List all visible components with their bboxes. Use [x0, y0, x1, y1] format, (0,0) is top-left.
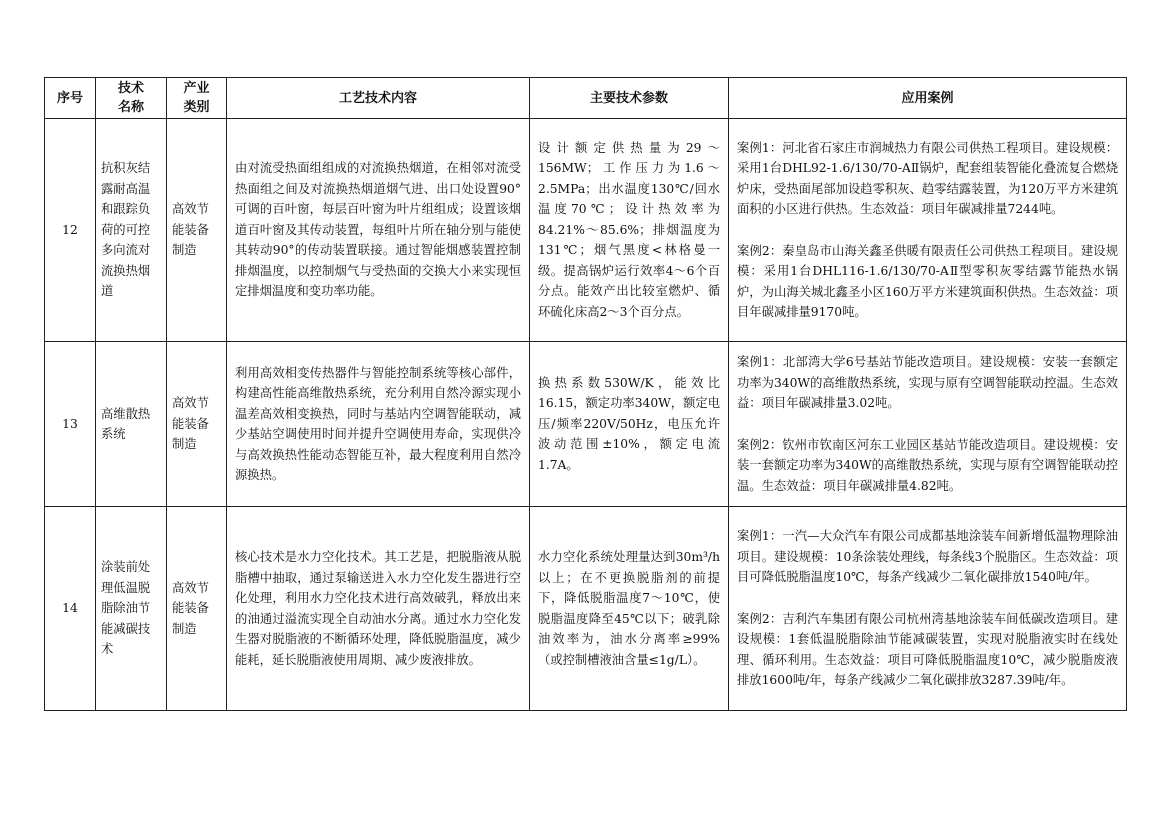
header-row [45, 78, 1127, 119]
case-1: 案例1：北部湾大学6号基站节能改造项目。建设规模：安装一套额定功率为340W的高维散热系统，实现与原有空调智能联动控温。生态效益：项目年碳减排量3.02吨。 [737, 355, 1118, 410]
table-body [45, 119, 1127, 711]
header-params: 主要技术参数 [530, 78, 729, 119]
case-spacer [737, 588, 1118, 609]
case-2: 案例2：吉利汽车集团有限公司杭州湾基地涂装车间低碳改造项目。建设规模：1套低温脱脂除油节能减碳装置，实现对脱脂液实时在线处理、循环利用。生态效益：项目可降低脱脂温度10℃，减少脱脂废液排放1600吨/年，每条产线减少二氧化碳排放3287.39吨/年。 [737, 611, 1118, 688]
process-content: 由对流受热面组组成的对流换热烟道，在相邻对流受热面组之间及对流换热烟道烟气进、出口处设置90°可调的百叶窗，每层百叶窗为叶片组组成；设置该烟道百叶窗及其传动装置，每组叶片所在轴分别与能使其转动90°的传动装置联接。通过智能烟感装置控制排烟温度，以控制烟气与受热面的交换大小来实现恒定排烟温度和变功率功能。 [227, 119, 530, 342]
process-content: 利用高效相变传热器件与智能控制系统等核心部件，构建高性能高维散热系统，充分利用自然冷源实现小温差高效相变换热，同时与基站内空调智能联动，减少基站空调使用时间并提升空调使用寿命，实现供冷与高效换热性能动态智能互补，最大程度利用自然冷源换热。 [227, 342, 530, 507]
table-row [45, 507, 1127, 711]
tech-name: 涂装前处理低温脱脂除油节能减碳技术 [96, 507, 167, 711]
industry-category: 高效节能装备制造 [167, 342, 227, 507]
application-cases [729, 342, 1127, 507]
header-content: 工艺技术内容 [227, 78, 530, 119]
header-cases: 应用案例 [729, 78, 1127, 119]
case-1: 案例1：一汽—大众汽车有限公司成都基地涂装车间新增低温物理除油项目。建设规模：10条涂装处理线，每条线3个脱脂区。生态效益：项目可降低脱脂温度10℃，每条产线减少二氧化碳排放1540吨/年。 [737, 529, 1118, 585]
tech-name: 抗积灰结露耐高温和跟踪负荷的可控多向流对流换热烟道 [96, 119, 167, 342]
table-row [45, 119, 1127, 342]
header-index: 序号 [45, 78, 96, 119]
header-name [96, 78, 167, 119]
row-index: 12 [45, 119, 96, 342]
case-spacer [737, 220, 1118, 241]
technology-table [44, 77, 1127, 711]
case-spacer [737, 414, 1118, 435]
tech-name: 高维散热系统 [96, 342, 167, 507]
header-category [167, 78, 227, 119]
table-header [45, 78, 1127, 119]
case-1: 案例1：河北省石家庄市润城热力有限公司供热工程项目。建设规模：采用1台DHL92-1.6/130/70-AⅡ锅炉，配套组装智能化叠流复合燃烧炉床，受热面尾部加设趋零积灰、趋零结露装置，为120万平方米建筑面积的小区进行供热。生态效益：项目年碳减排量7244吨。 [737, 140, 1118, 216]
tech-params: 换热系数530W/K，能效比16.15，额定功率340W，额定电压/频率220V/50Hz，电压允许波动范围±10%，额定电流1.7A。 [530, 342, 729, 507]
tech-params: 水力空化系统处理量达到30m³/h以上；在不更换脱脂剂的前提下，降低脱脂温度7～10℃，使脱脂温度降至45℃以下；破乳除油效率为，油水分离率≥99%（或控制槽液油含量≤1g/L）。 [530, 507, 729, 711]
header-name-label: 技术 名称 [117, 81, 144, 115]
process-content: 核心技术是水力空化技术。其工艺是，把脱脂液从脱脂槽中抽取，通过泵输送进入水力空化发生器进行空化处理，利用水力空化技术进行高效破乳，释放出来的油通过溢流实现全自动油水分离。通过水力空化发生器对脱脂液的不断循环处理，降低脱脂温度，减少能耗，延长脱脂液使用周期、减少废液排放。 [227, 507, 530, 711]
industry-category: 高效节能装备制造 [167, 507, 227, 711]
application-cases [729, 507, 1127, 711]
row-index: 14 [45, 507, 96, 711]
case-2: 案例2：秦皇岛市山海关鑫圣供暖有限责任公司供热工程项目。建设规模：采用1台DHL116-1.6/130/70-AⅡ型零积灰零结露节能热水锅炉，为山海关城北鑫圣小区160万平方米建筑面积供热。生态效益：项目年碳减排量9170吨。 [737, 243, 1118, 319]
header-category-label: 产业 类别 [183, 81, 210, 115]
industry-category: 高效节能装备制造 [167, 119, 227, 342]
row-index: 13 [45, 342, 96, 507]
case-2: 案例2：钦州市钦南区河东工业园区基站节能改造项目。建设规模：安装一套额定功率为340W的高维散热系统，实现与原有空调智能联动控温。生态效益：项目年碳减排量4.82吨。 [737, 437, 1118, 493]
tech-params: 设计额定供热量为29～156MW；工作压力为1.6～2.5MPa；出水温度130℃/回水温度70℃；设计热效率为84.21%～85.6%；排烟温度为131℃；烟气黑度<林格曼一级。提高锅炉运行效率4～6个百分点。能效产出比较室燃炉、循环硫化床高2～3个百分点。 [530, 119, 729, 342]
table-row [45, 342, 1127, 507]
application-cases [729, 119, 1127, 342]
